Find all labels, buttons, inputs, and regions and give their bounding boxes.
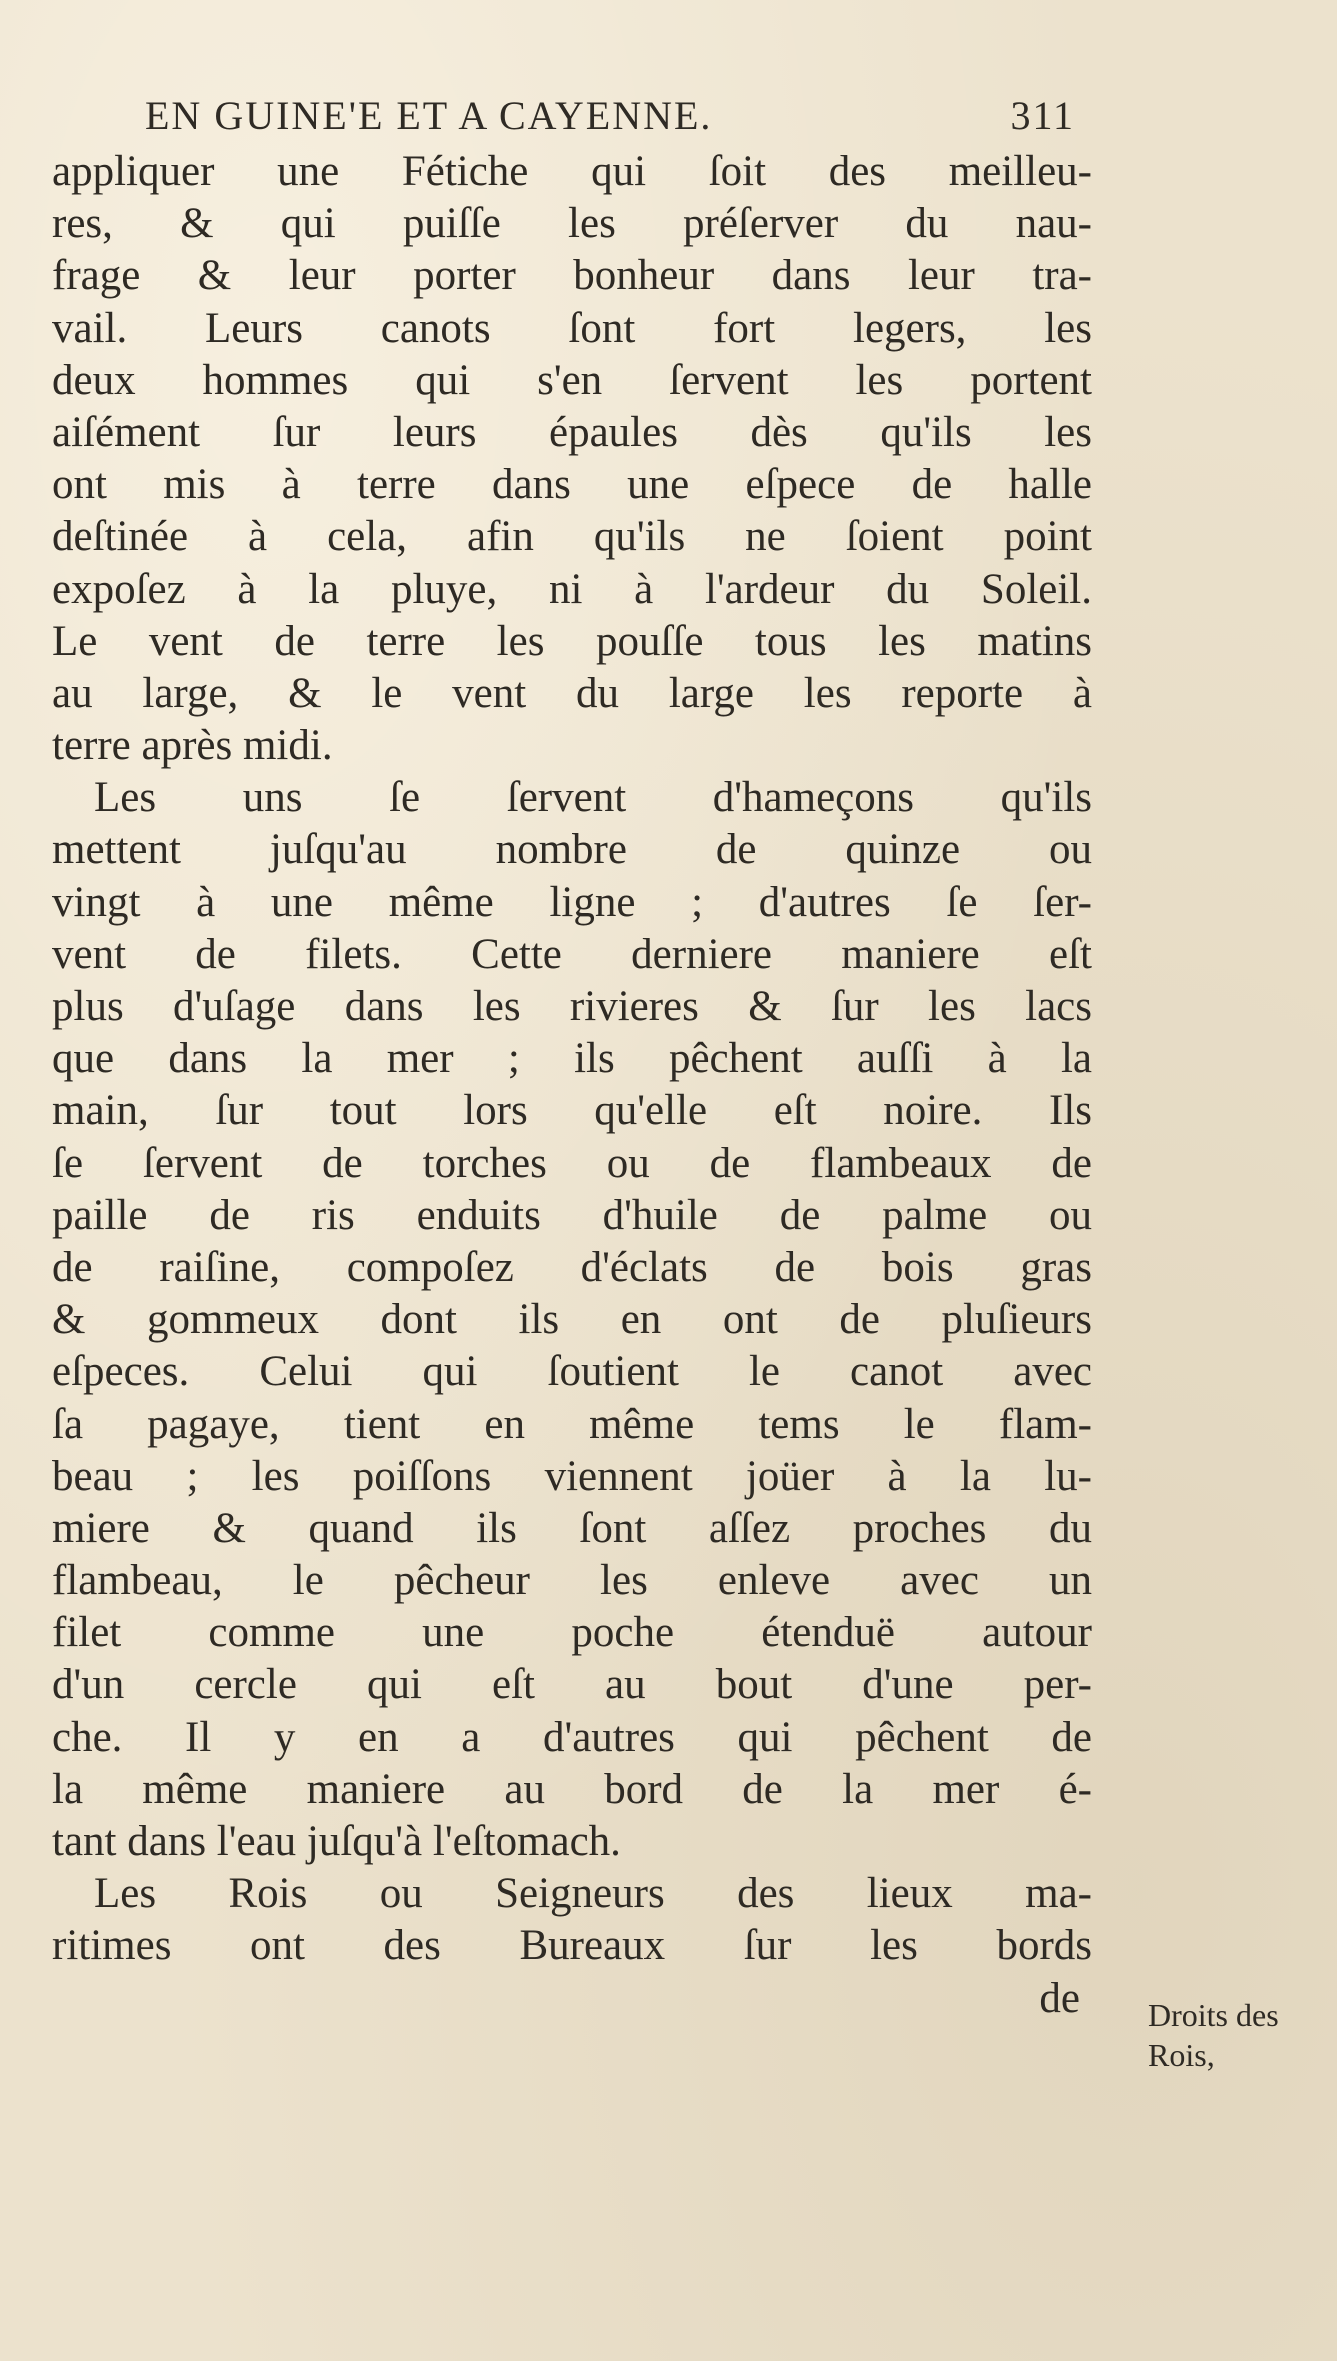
catchword: de: [1039, 1974, 1080, 2022]
text-line: paille de ris enduits d'huile de palme ou: [52, 1191, 1092, 1239]
page-number: 311: [1010, 93, 1075, 138]
running-head: [145, 92, 1075, 152]
paragraph-start-line: Les Rois ou Seigneurs des lieux ma-: [94, 1870, 1092, 1918]
text-line: res, & qui puiſſe les préſerver du nau-: [52, 200, 1092, 248]
text-line: eſpeces. Celui qui ſoutient le canot avec: [52, 1348, 1092, 1396]
text-line: ont mis à terre dans une eſpece de halle: [52, 461, 1092, 509]
text-line: aiſément ſur leurs épaules dès qu'ils les: [52, 408, 1092, 456]
margin-note-line: Rois,: [1148, 2037, 1215, 2073]
text-line: ſa pagaye, tient en même tems le flam-: [52, 1400, 1092, 1448]
text-line: tant dans l'eau juſqu'à l'eſtomach.: [52, 1818, 621, 1865]
text-line: d'un cercle qui eſt au bout d'une per-: [52, 1661, 1092, 1709]
text-line: & gommeux dont ils en ont de pluſieurs: [52, 1296, 1092, 1344]
body-text: [52, 146, 1092, 2025]
text-line: ritimes ont des Bureaux ſur les bords: [52, 1922, 1092, 1970]
text-line: frage & leur porter bonheur dans leur tra-: [52, 252, 1092, 300]
text-line: ſe ſervent de torches ou de flambeaux de: [52, 1139, 1092, 1187]
text-line: che. Il y en a d'autres qui pêchent de: [52, 1713, 1092, 1761]
text-line: main, ſur tout lors qu'elle eſt noire. Ils: [52, 1087, 1092, 1135]
text-line: mettent juſqu'au nombre de quinze ou: [52, 826, 1092, 874]
text-line: expoſez à la pluye, ni à l'ardeur du Soleil.: [52, 565, 1092, 613]
text-line: beau ; les poiſſons viennent joüer à la lu-: [52, 1452, 1092, 1500]
text-line: la même maniere au bord de la mer é-: [52, 1765, 1092, 1813]
margin-note: [1148, 1995, 1318, 2075]
text-line: de raiſine, compoſez d'éclats de bois gras: [52, 1243, 1092, 1291]
text-line: flambeau, le pêcheur les enleve avec un: [52, 1557, 1092, 1605]
text-line: au large, & le vent du large les reporte à: [52, 669, 1092, 717]
text-line: Le vent de terre les pouſſe tous les matins: [52, 617, 1092, 665]
text-line: deſtinée à cela, afin qu'ils ne ſoient point: [52, 513, 1092, 561]
text-line: appliquer une Fétiche qui ſoit des meilleu-: [52, 148, 1092, 195]
text-line: plus d'uſage dans les rivieres & ſur les lacs: [52, 983, 1092, 1030]
text-line: que dans la mer ; ils pêchent auſſi à la: [52, 1035, 1092, 1083]
text-line: deux hommes qui s'en ſervent les portent: [52, 356, 1092, 404]
text-line: miere & quand ils ſont aſſez proches du: [52, 1504, 1092, 1552]
running-head-title: EN GUINE'E ET A CAYENNE.: [145, 93, 713, 138]
text-line: filet comme une poche étenduë autour: [52, 1609, 1092, 1657]
text-line: vail. Leurs canots ſont fort legers, les: [52, 304, 1092, 352]
text-line: vent de filets. Cette derniere maniere eſt: [52, 930, 1092, 978]
text-line: vingt à une même ligne ; d'autres ſe ſer-: [52, 878, 1092, 926]
text-line: terre après midi.: [52, 722, 333, 770]
margin-note-line: Droits des: [1148, 1997, 1279, 2033]
paragraph-start-line: Les uns ſe ſervent d'hameçons qu'ils: [94, 774, 1092, 822]
